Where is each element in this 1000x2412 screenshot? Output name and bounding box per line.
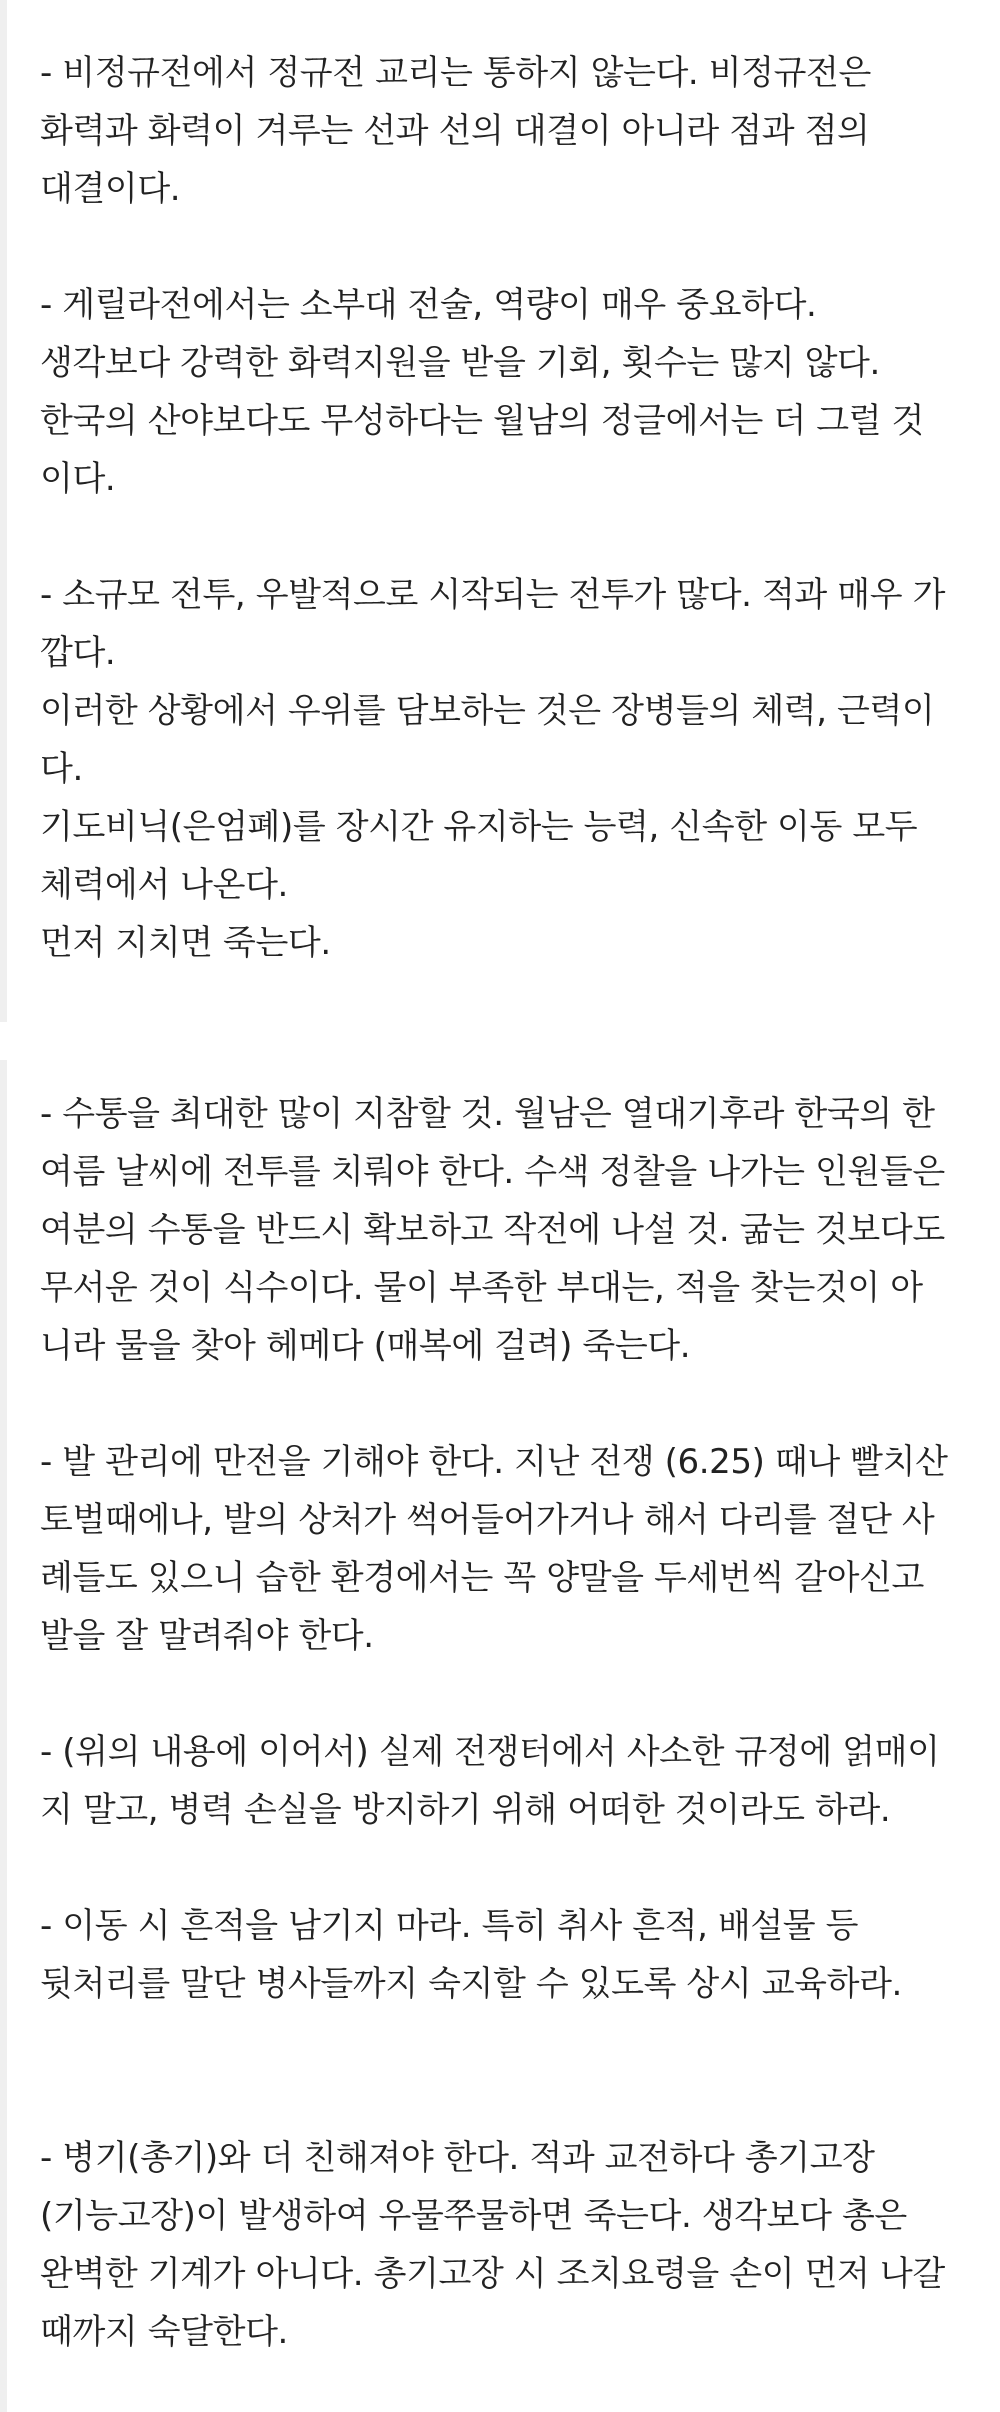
text-section-2: [40, 1085, 985, 2361]
text-section-1: [40, 44, 985, 972]
paragraph-canteens: - 수통을 최대한 많이 지참할 것. 월남은 열대기후라 한국의 한 여름 날씨에 전투를 치뤄야 한다. 수색 정찰을 나가는 인원들은 여분의 수통을 반드시 확보하고 작전에 나설 것. 굶는 것보다도 무서운 것이 식수이다. 물이 부족한 부대는, 적을 찾는것이 아 니라 물을 찾아 헤메다 (매복에 걸려) 죽는다.: [40, 1094, 945, 1366]
paragraph-guerrilla-tactics: - 게릴라전에서는 소부대 전술, 역량이 매우 중요하다. 생각보다 강력한 화력지원을 받을 기회, 횟수는 많지 않다. 한국의 산야보다도 무성하다는 월남의 정글에서는 더 그럴 것 이다.: [40, 285, 924, 499]
paragraph-foot-care: - 발 관리에 만전을 기해야 한다. 지난 전쟁 (6.25) 때나 빨치산 토벌때에나, 발의 상처가 썩어들어가거나 해서 다리를 절단 사 례들도 있으니 습한 환경에서는 꼭 양말을 두세번씩 갈아신고 발을 잘 말려줘야 한다.: [40, 1442, 948, 1656]
paragraph-prevent-losses: - (위의 내용에 이어서) 실제 전쟁터에서 사소한 규정에 얽매이 지 말고, 병력 손실을 방지하기 위해 어떠한 것이라도 하라.: [40, 1732, 940, 1830]
paragraph-weapon-handling: - 병기(총기)와 더 친해져야 한다. 적과 교전하다 총기고장 (기능고장)이 발생하여 우물쭈물하면 죽는다. 생각보다 총은 완벽한 기계가 아니다. 총기고장 시 조치요령을 손이 먼저 나갈 때까지 숙달한다.: [40, 2138, 945, 2352]
paragraph-irregular-warfare: - 비정규전에서 정규전 교리는 통하지 않는다. 비정규전은 화력과 화력이 겨루는 선과 선의 대결이 아니라 점과 점의 대결이다.: [40, 53, 871, 209]
paragraph-small-unit-combat: - 소규모 전투, 우발적으로 시작되는 전투가 많다. 적과 매우 가 깝다. 이러한 상황에서 우위를 담보하는 것은 장병들의 체력, 근력이 다. 기도비닉(은엄폐)를 장시간 유지하는 능력, 신속한 이동 모두 체력에서 나온다. 먼저 지치면 죽는다.: [40, 575, 946, 963]
paragraph-leave-no-trace: - 이동 시 흔적을 남기지 마라. 특히 취사 흔적, 배설물 등 뒷처리를 말단 병사들까지 숙지할 수 있도록 상시 교육하라.: [40, 1906, 902, 2004]
left-border-section-2: [0, 1060, 7, 2412]
left-border-section-1: [0, 0, 7, 1022]
